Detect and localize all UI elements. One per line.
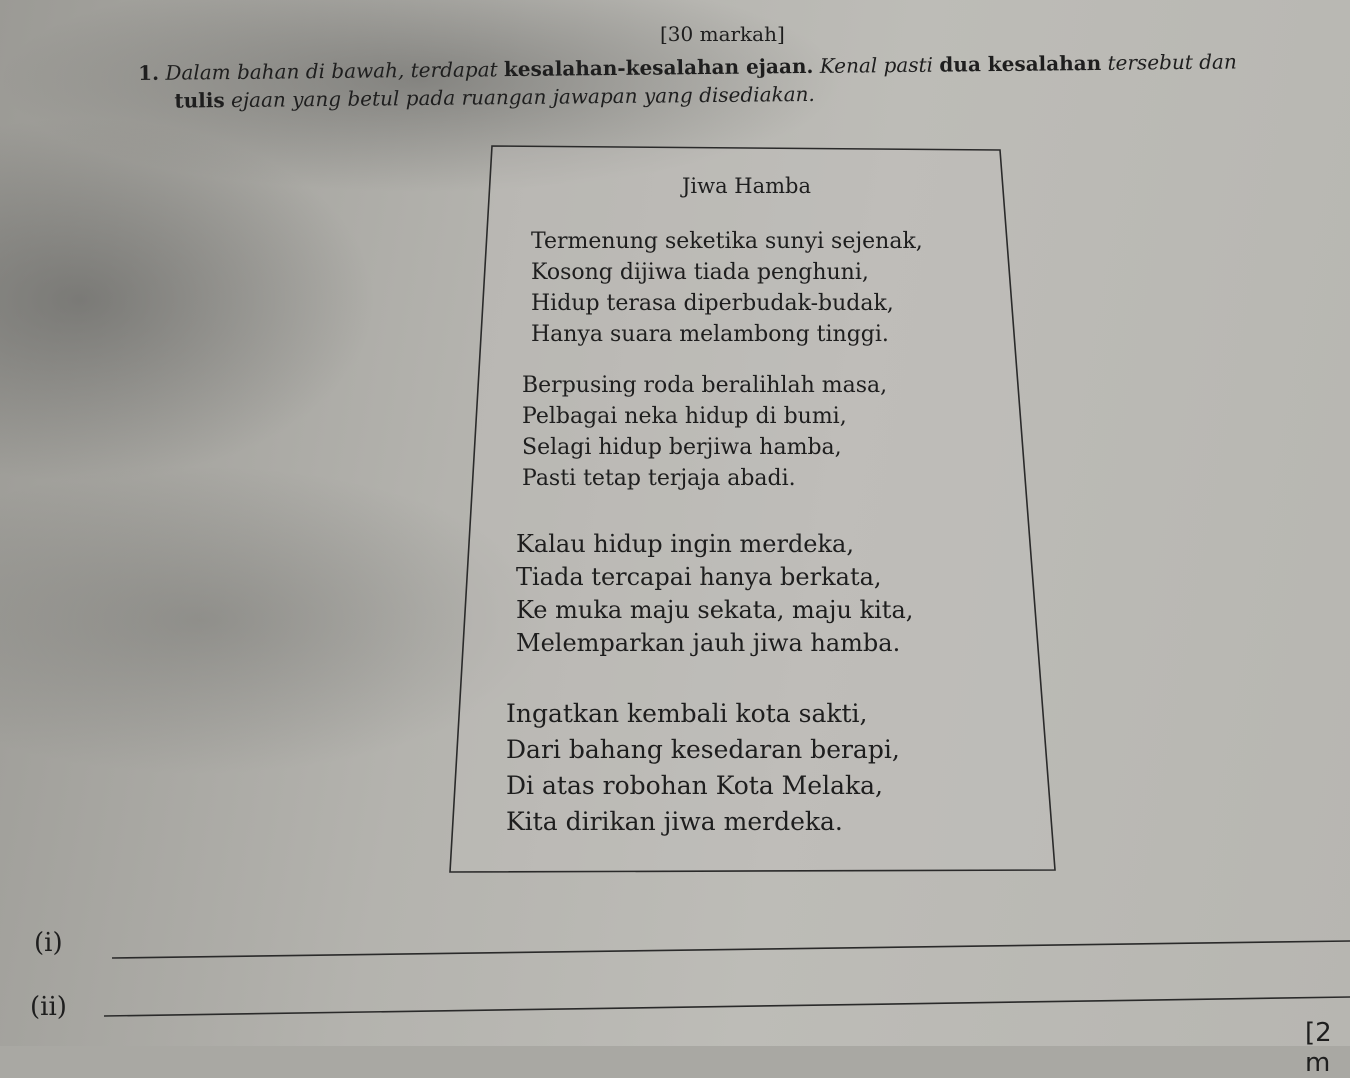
- poem-line: Ingatkan kembali kota sakti,: [506, 699, 868, 728]
- poem-line: Hanya suara melambong tinggi.: [531, 322, 889, 347]
- poem-line: Berpusing roda beralihlah masa,: [522, 373, 888, 398]
- question-text-2: Kenal pasti: [819, 52, 934, 78]
- poem-line: Hidup terasa diperbudak-budak,: [531, 291, 894, 316]
- poem-line: Termenung seketika sunyi sejenak,: [531, 229, 923, 254]
- poem-stanza-1: [531, 226, 923, 350]
- question-emphasis-3: tulis: [174, 88, 225, 113]
- poem-title: Jiwa Hamba: [682, 174, 812, 198]
- poem-line: Dari bahang kesedaran berapi,: [506, 735, 900, 764]
- poem-line: Di atas robohan Kota Melaka,: [506, 771, 883, 800]
- poem-line: Selagi hidup berjiwa hamba,: [522, 435, 842, 460]
- poem-line: Pasti tetap terjaja abadi.: [522, 466, 796, 491]
- poem-line: Tiada tercapai hanya berkata,: [516, 563, 882, 591]
- question-number: 1.: [138, 60, 160, 85]
- question-text-3: tersebut dan: [1107, 49, 1237, 75]
- total-marks: [30 markah]: [660, 22, 785, 46]
- poem-line: Pelbagai neka hidup di bumi,: [522, 404, 847, 429]
- question-text-1: Dalam bahan di bawah, terdapat: [165, 57, 498, 85]
- poem-line: Kalau hidup ingin merdeka,: [516, 530, 854, 558]
- answer-label-i: (i): [34, 928, 63, 958]
- question-text-4: ejaan yang betul pada ruangan jawapan yang disediakan.: [230, 81, 815, 113]
- poem-line: Ke muka maju sekata, maju kita,: [516, 596, 914, 624]
- poem-line: Melemparkan jauh jiwa hamba.: [516, 629, 901, 657]
- poem-line: Kosong dijiwa tiada penghuni,: [531, 260, 869, 285]
- question-marks-fragment: [2 m: [1305, 1018, 1332, 1078]
- answer-label-ii: (ii): [30, 992, 67, 1022]
- poem-line: Kita dirikan jiwa merdeka.: [506, 807, 843, 836]
- question-emphasis-2: dua kesalahan: [939, 50, 1102, 77]
- poem-stanza-2: [522, 370, 887, 494]
- question-emphasis-1: kesalahan-kesalahan ejaan.: [503, 53, 814, 82]
- poem-stanza-4: [506, 696, 900, 840]
- poem-stanza-3: [516, 528, 913, 660]
